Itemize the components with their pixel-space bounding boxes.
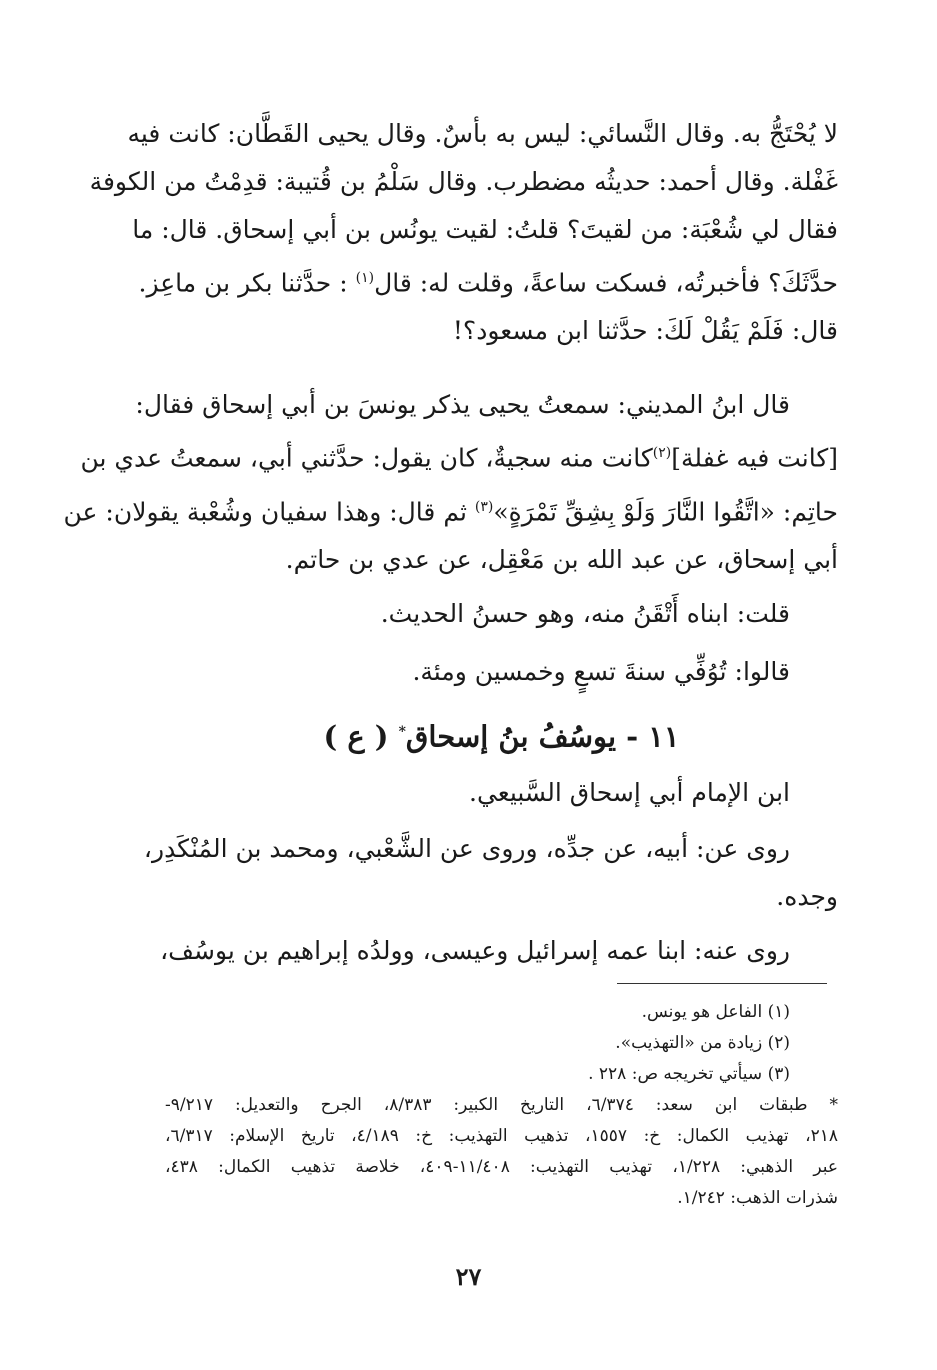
sources-line: شذرات الذهب: ١/٢٤٢. bbox=[677, 1188, 838, 1208]
text-segment: ثم قال: وهذا سفيان وشُعْبة يقولان: عن bbox=[63, 496, 475, 526]
text-line: قال: فَلَمْ يَقُلْ لَكَ: حدَّثنا ابن مسعود؟! bbox=[452, 316, 838, 346]
text-segment: حدَّثَكَ؟ فأخبرتُه، فسكت ساعةً، وقلت له: قال bbox=[374, 268, 838, 298]
footnote-ref-1: (١) bbox=[355, 270, 375, 286]
text-line bbox=[80, 429, 838, 482]
footnote-separator bbox=[617, 983, 827, 984]
entry-heading bbox=[165, 706, 838, 763]
text-segment: حاتِم: «اتَّقُوا النَّارَ وَلَوْ بِشِقِّ تَمْرَةٍ» bbox=[493, 496, 838, 526]
text-line-rawa-anhu: روى عنه: ابنا عمه إسرائيل وعيسى، وولدُه إبراهيم بن يوسُف، bbox=[160, 935, 790, 965]
text-line: لا يُحْتَجُّ به. وقال النَّسائي: ليس به بأسٌ. وقال يحيى القَطَّان: كانت فيه bbox=[127, 119, 838, 148]
text-segment: كانت منه سجيةٌ، كان يقول: حدَّثني أبي، سمعتُ عدي بن bbox=[80, 443, 653, 473]
text-line: وجده. bbox=[776, 881, 838, 911]
text-line: قال ابنُ المديني: سمعتُ يحيى يذكر يونسَ بن أبي إسحاق فقال: bbox=[135, 390, 790, 420]
footnote-3: (٣) سيأتي تخريجه ص: ٢٢٨ . bbox=[588, 1064, 790, 1084]
text-line: غَفْلة. وقال أحمد: حديثُه مضطرب. وقال سَلْمُ بن قُتيبة: قدِمْتُ من الكوفة bbox=[89, 167, 838, 196]
entry-code: ( ع ) bbox=[323, 719, 399, 754]
entry-name: يوسُفُ بنُ إسحاق bbox=[405, 719, 627, 754]
main-text bbox=[63, 110, 838, 975]
text-line: أبي إسحاق، عن عبد الله بن مَعْقِل، عن عدي بن حاتم. bbox=[285, 544, 838, 574]
text-line-qalu: قالوا: تُوُفِّي سنةَ تسعٍ وخمسين ومئة. bbox=[412, 656, 790, 686]
footnotes bbox=[165, 997, 838, 1214]
source-ref-star: * bbox=[398, 723, 406, 740]
footnote-1: (١) الفاعل هو يونس. bbox=[641, 1002, 790, 1022]
footnote-ref-2: (٢) bbox=[652, 445, 672, 462]
text-line-qult: قلت: ابناه أَتْقَنُ منه، وهو حسنُ الحديث. bbox=[380, 598, 790, 628]
sources-line: عبر الذهبي: ١/٢٢٨، تهذيب التهذيب: ١١/٤٠٨-٤٠٩، خلاصة تذهيب الكمال: ٤٣٨، bbox=[165, 1157, 838, 1177]
text-line bbox=[138, 254, 838, 307]
text-line bbox=[63, 483, 838, 536]
page-number: ٢٧ bbox=[455, 1262, 482, 1291]
paragraph-1 bbox=[89, 110, 838, 355]
text-line-ibn: ابن الإمام أبي إسحاق السَّبيعي. bbox=[469, 777, 790, 807]
paragraph-2 bbox=[63, 381, 838, 584]
footnote-ref-3: (٣) bbox=[474, 498, 494, 515]
text-line: فقال لي شُعْبَة: من لقيتَ؟ قلتُ: لقيت يونُس بن أبي إسحاق. قال: ما bbox=[132, 215, 838, 244]
footnote-2: (٢) زيادة من «التهذيب». bbox=[615, 1033, 790, 1053]
entry-number: ١١ - bbox=[626, 719, 680, 754]
sources-line: ٢١٨، تهذيب الكمال: خ: ١٥٥٧، تذهيب التهذيب: خ: ٤/١٨٩، تاريخ الإسلام: ٦/٣١٧، bbox=[165, 1126, 838, 1146]
text-line: روى عن: أبيه، عن جدِّه، وروى عن الشَّعْبي، ومحمد بن المُنْكَدِر، bbox=[143, 833, 790, 863]
text-segment: [كانت فيه غفلة] bbox=[671, 443, 838, 473]
sources-line: * طبقات ابن سعد: ٦/٣٧٤، التاريخ الكبير: ٨/٣٨٣، الجرح والتعديل: ٩/٢١٧- bbox=[165, 1095, 839, 1115]
paragraph-rawa-an bbox=[143, 825, 838, 921]
text-segment: : حدَّثنا بكر بن ماعِز. bbox=[138, 268, 356, 298]
